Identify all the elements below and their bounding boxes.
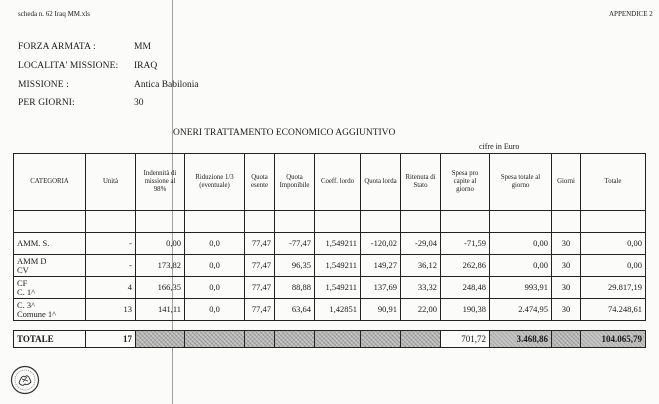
col-header-indennita: Indennità di missione al 98%	[136, 154, 185, 211]
cell-categoria: AMM. S.	[14, 233, 86, 255]
cell-giorni: 30	[552, 277, 581, 299]
cell-unita: -	[86, 233, 136, 255]
cell-lorda: 149,27	[361, 255, 401, 277]
info-label-forza-armata: FORZA ARMATA :	[18, 42, 96, 52]
cell-giorni: 30	[552, 299, 581, 321]
cell-imponibile: 63,64	[275, 299, 315, 321]
shaded-cell	[401, 331, 441, 348]
cell-spesa-totale: 2.474,95	[490, 299, 552, 321]
shaded-cell	[275, 331, 315, 348]
total-label: TOTALE	[14, 331, 86, 348]
cell-unita: 13	[86, 299, 136, 321]
cell-imponibile: -77,47	[275, 233, 315, 255]
cell-indennita: 173,82	[136, 255, 185, 277]
shaded-cell	[245, 331, 275, 348]
col-header-unita: Unità	[86, 154, 136, 211]
col-header-giorni: Giorni	[552, 154, 581, 211]
cell-totale: 74.248,61	[581, 299, 646, 321]
cell-riduzione: 0,0	[185, 277, 245, 299]
cell-esente: 77,47	[245, 233, 275, 255]
table-row	[14, 255, 646, 277]
cell-riduzione: 0,0	[185, 299, 245, 321]
info-value-forza-armata: MM	[134, 42, 151, 52]
table-title: ONERI TRATTAMENTO ECONOMICO AGGIUNTIVO	[173, 128, 396, 138]
cell-riduzione: 0,0	[185, 233, 245, 255]
table-spacer-row	[14, 321, 646, 331]
info-label-localita: LOCALITA' MISSIONE:	[18, 61, 119, 71]
cell-spesa-totale: 0,00	[490, 233, 552, 255]
cell-giorni: 30	[552, 255, 581, 277]
cell-ritenuta: 36,12	[401, 255, 441, 277]
cell-esente: 77,47	[245, 255, 275, 277]
col-header-totale: Totale	[581, 154, 646, 211]
cell-categoria: C. 3^ Comune 1^	[14, 299, 86, 321]
costs-table	[13, 153, 646, 348]
shaded-cell	[185, 331, 245, 348]
total-pro-capite: 701,72	[441, 331, 490, 348]
file-label: scheda n. 62 Iraq MM.xls	[18, 10, 90, 18]
col-header-riduzione: Riduzione 1/3 (eventuale)	[185, 154, 245, 211]
total-spesa-totale: 3.468,86	[490, 331, 552, 348]
cell-coeff: 1,549211	[315, 277, 361, 299]
col-header-spesa-pro-capite: Spesa pro capite al giorno	[441, 154, 490, 211]
col-header-quota-esente: Quota esente	[245, 154, 275, 211]
total-row	[14, 331, 646, 348]
col-header-coeff-lordo: Coeff. lordo	[315, 154, 361, 211]
info-value-localita: IRAQ	[134, 61, 158, 71]
cell-pro-capite: -71,59	[441, 233, 490, 255]
cell-indennita: 141,11	[136, 299, 185, 321]
cell-imponibile: 96,35	[275, 255, 315, 277]
total-unita: 17	[86, 331, 136, 348]
cell-categoria: CF C. 1^	[14, 277, 86, 299]
col-header-quota-lorda: Quota lorda	[361, 154, 401, 211]
shaded-cell	[552, 331, 581, 348]
shaded-cell	[361, 331, 401, 348]
cell-pro-capite: 190,38	[441, 299, 490, 321]
shaded-cell	[136, 331, 185, 348]
cell-unita: 4	[86, 277, 136, 299]
info-value-missione: Antica Babilonia	[134, 80, 199, 90]
cell-totale: 29.817,19	[581, 277, 646, 299]
cell-giorni: 30	[552, 233, 581, 255]
table-row	[14, 277, 646, 299]
table-row	[14, 299, 646, 321]
cell-totale: 0,00	[581, 255, 646, 277]
col-header-spesa-totale: Spesa totale al giorno	[490, 154, 552, 211]
cell-lorda: 137,69	[361, 277, 401, 299]
info-value-giorni: 30	[134, 98, 144, 108]
cell-categoria: AMM D CV	[14, 255, 86, 277]
cell-coeff: 1,549211	[315, 233, 361, 255]
col-header-categoria: CATEGORIA	[14, 154, 86, 211]
col-header-ritenuta: Ritenuta di Stato	[401, 154, 441, 211]
cell-ritenuta: 33,32	[401, 277, 441, 299]
cell-pro-capite: 262,86	[441, 255, 490, 277]
appendix-label: APPENDICE 2	[609, 10, 653, 18]
cell-coeff: 1,42851	[315, 299, 361, 321]
info-label-giorni: PER GIORNI:	[18, 98, 75, 108]
cell-indennita: 166,35	[136, 277, 185, 299]
cell-imponibile: 88,88	[275, 277, 315, 299]
shaded-cell	[315, 331, 361, 348]
col-header-quota-imponibile: Quota Imponibile	[275, 154, 315, 211]
table-row	[14, 233, 646, 255]
cell-lorda: 90,91	[361, 299, 401, 321]
cell-riduzione: 0,0	[185, 255, 245, 277]
table-row-blank	[14, 211, 646, 233]
info-label-missione: MISSIONE :	[18, 80, 69, 90]
cell-esente: 77,47	[245, 299, 275, 321]
official-seal-icon	[10, 365, 40, 395]
table-header-row	[14, 154, 646, 211]
cell-ritenuta: -29,04	[401, 233, 441, 255]
cell-lorda: -120,02	[361, 233, 401, 255]
cell-unita: -	[86, 255, 136, 277]
cell-pro-capite: 248,48	[441, 277, 490, 299]
total-totale: 104.065,79	[581, 331, 646, 348]
cell-coeff: 1,549211	[315, 255, 361, 277]
cell-spesa-totale: 0,00	[490, 255, 552, 277]
cell-spesa-totale: 993,91	[490, 277, 552, 299]
cell-totale: 0,00	[581, 233, 646, 255]
cell-ritenuta: 22,00	[401, 299, 441, 321]
cell-esente: 77,47	[245, 277, 275, 299]
cell-indennita: 0,00	[136, 233, 185, 255]
currency-note: cifre in Euro	[479, 142, 520, 151]
